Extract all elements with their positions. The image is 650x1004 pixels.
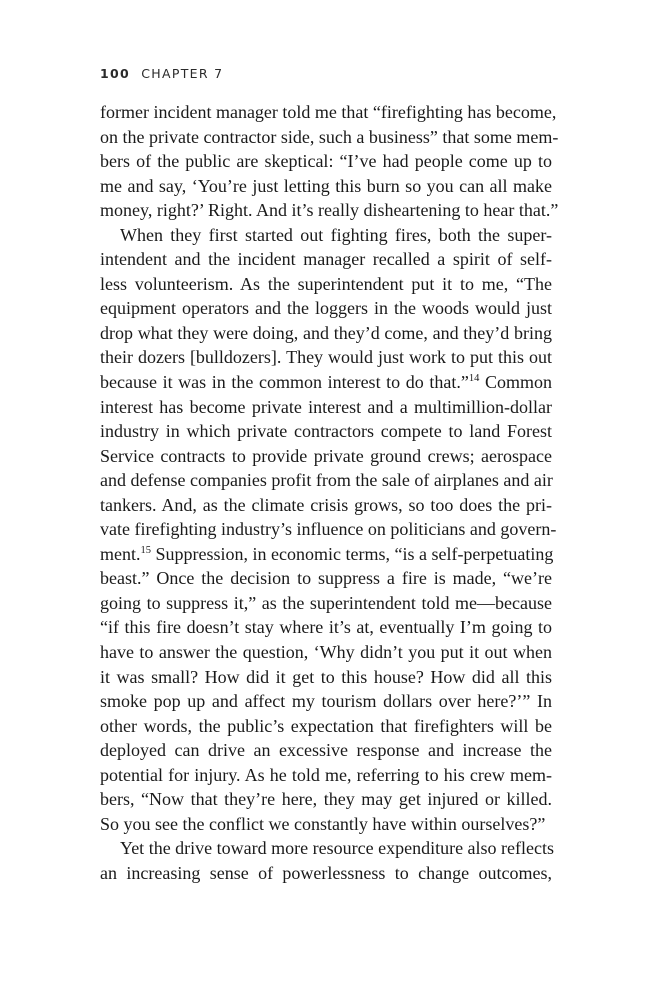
footnote-reference: 14 (468, 373, 480, 385)
text-line (100, 812, 552, 837)
text-line (100, 444, 552, 469)
text-run: going to suppress it,” as the superintendent told me—because (100, 592, 552, 613)
text-run: potential for injury. As he told me, referring to his crew mem- (100, 764, 552, 785)
text-run: Yet the drive toward more resource expenditure also reflects (120, 838, 555, 859)
page-number: 100 (100, 66, 130, 81)
text-run: industry in which private contractors compete to land Forest (100, 421, 552, 442)
text-line (100, 861, 552, 886)
text-run: other words, the public’s expectation that firefighters will be (100, 715, 552, 736)
text-run: Common (479, 372, 552, 393)
text-line (100, 615, 552, 640)
text-run: deployed can drive an excessive response and increase the (100, 740, 552, 761)
text-run: their dozers [bulldozers]. They would just work to put this out (100, 347, 552, 368)
text-run: money, right?’ Right. And it’s really disheartening to hear that.” (100, 200, 559, 221)
text-line (100, 787, 552, 812)
text-run: less volunteerism. As the superintendent put it to me, “The (100, 273, 552, 294)
text-run: “if this fire doesn’t stay where it’s at, eventually I’m going to (100, 617, 552, 638)
text-run: intendent and the incident manager recalled a spirit of self- (100, 249, 552, 270)
text-line (100, 272, 552, 297)
text-line (100, 836, 555, 861)
text-line (100, 517, 557, 542)
text-run: on the private contractor side, such a business” that some mem- (100, 126, 559, 147)
text-run: When they first started out fighting fires, both the super- (120, 224, 552, 245)
text-run: Service contracts to provide private ground crews; aerospace (100, 445, 552, 466)
text-line (100, 296, 552, 321)
text-run: an increasing sense of powerlessness to change outcomes, (100, 862, 552, 883)
paragraph (100, 223, 557, 837)
text-run: drop what they were doing, and they’d come, and they’d bring (100, 322, 552, 343)
text-run: bers of the public are skeptical: “I’ve had people come up to (100, 151, 552, 172)
text-line (100, 468, 552, 493)
text-run: equipment operators and the loggers in the woods would just (100, 298, 552, 319)
text-run: have to answer the question, ‘Why didn’t you put it out when (100, 642, 552, 663)
text-run: tankers. And, as the climate crisis grows, so too does the pri- (100, 494, 552, 515)
text-line (100, 714, 552, 739)
running-head (100, 66, 223, 81)
text-line (100, 665, 552, 690)
text-line (100, 198, 559, 223)
text-line (100, 493, 552, 518)
text-line (100, 419, 552, 444)
footnote-reference: 15 (140, 544, 151, 556)
chapter-label: CHAPTER 7 (141, 66, 224, 81)
text-run: smoke pop up and affect my tourism dollars over here?’” In (100, 691, 552, 712)
text-run: former incident manager told me that “firefighting has become, (100, 102, 557, 122)
text-line (100, 149, 552, 174)
text-line (100, 321, 552, 346)
text-run: beast.” Once the decision to suppress a fire is made, “we’re (100, 568, 552, 589)
text-run: interest has become private interest and a multimillion-dollar (100, 396, 552, 417)
text-line (100, 542, 552, 567)
text-line (100, 738, 552, 763)
text-line (100, 174, 552, 199)
text-run: me and say, ‘You’re just letting this burn so you can all make (100, 175, 552, 196)
text-run: Suppression, in economic terms, “is a self-perpetuating (151, 543, 554, 564)
text-run: ment. (100, 543, 141, 564)
paragraph (100, 100, 559, 223)
text-run: vate firefighting industry’s influence on politicians and govern- (100, 519, 557, 540)
text-line (100, 566, 552, 591)
text-line (100, 100, 557, 125)
text-run: bers, “Now that they’re here, they may get injured or killed. (100, 789, 552, 810)
text-line (100, 395, 552, 420)
text-run: So you see the conflict we constantly have within ourselves?” (100, 813, 546, 834)
text-line (100, 247, 552, 272)
body-text (100, 100, 559, 886)
text-line (100, 640, 552, 665)
text-line (100, 591, 552, 616)
text-run: because it was in the common interest to do that.” (100, 372, 469, 393)
text-run: and defense companies profit from the sale of airplanes and air (100, 470, 553, 491)
text-line (100, 689, 552, 714)
paragraph (100, 836, 555, 885)
text-line (100, 763, 552, 788)
text-run: it was small? How did it get to this house? How did all this (100, 666, 552, 687)
text-line (100, 223, 552, 248)
text-line (100, 370, 552, 395)
text-line (100, 345, 552, 370)
text-line (100, 125, 559, 150)
